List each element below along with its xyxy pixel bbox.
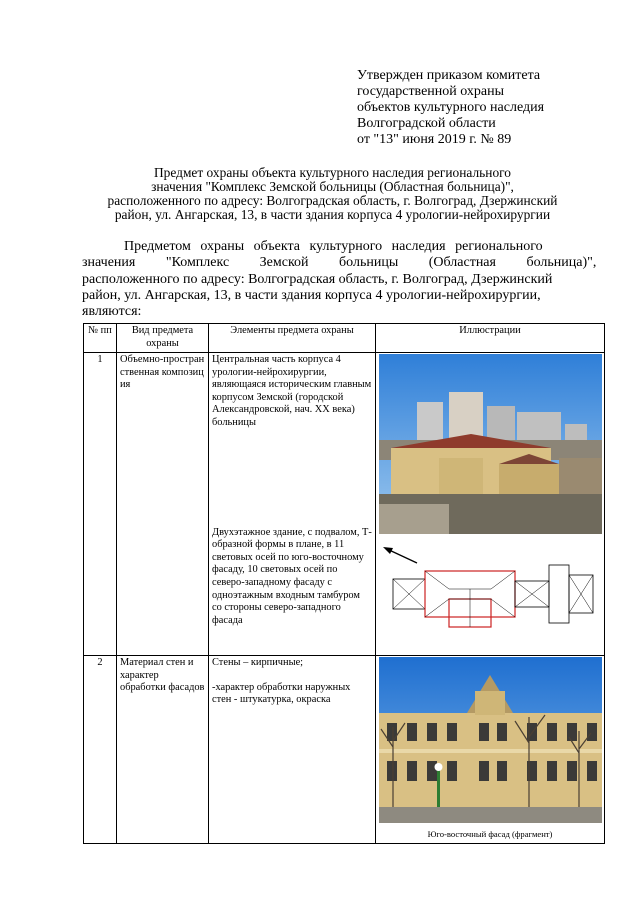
title-line: расположенного по адресу: Волгоградская область, г. Волгоград, Дзержинский: [107, 193, 558, 208]
row-elements: [209, 353, 376, 656]
title-line: Предмет охраны объекта культурного наследия регионального: [154, 165, 511, 180]
intro-paragraph: [82, 239, 604, 320]
element-text: Стены – кирпичные;: [212, 657, 304, 668]
approval-line: объектов культурного наследия: [357, 100, 545, 115]
row-type: Объемно-пространственная композиция: [117, 353, 209, 656]
protection-table: [83, 323, 605, 844]
header-illustrations: Иллюстрации: [376, 324, 605, 353]
aerial-photo: [379, 354, 602, 534]
table-header-row: [84, 324, 605, 353]
table-row: [84, 656, 605, 844]
element-text: -характер обработки наружных стен - штукатурка, окраска: [212, 681, 351, 706]
approval-line: государственной охраны: [357, 84, 505, 99]
element-text: Центральная часть корпуса 4 урологии-нейрохирургии, являющаяся историческим главным корпусом Земской (городской Александровской, нач. XX века) больницы: [212, 354, 372, 428]
header-num: № пп: [84, 324, 117, 353]
row-illustrations: [376, 656, 605, 844]
header-type: Вид предмета охраны: [117, 324, 209, 353]
approval-line: Волгоградской области: [357, 116, 496, 131]
document-title: [80, 166, 585, 222]
intro-line: район, ул. Ангарская, 13, в части здания корпуса 4 урологии-нейрохирургии,: [82, 287, 541, 303]
row-elements: [209, 656, 376, 844]
row-number: 2: [84, 656, 117, 844]
intro-line: значения "Комплекс Земской больницы (Областная больница)",: [82, 255, 597, 271]
approval-line: Утвержден приказом комитета: [357, 68, 541, 83]
floor-plan-image: [379, 539, 602, 654]
facade-photo: [379, 657, 602, 823]
approval-date-line: от "13" июня 2019 г. № 89: [357, 132, 512, 147]
element-text: Двухэтажное здание, с подвалом, Т-образной формы в плане, в 11 световых осей по юго-восточному фасаду, 10 световых осей по северо-западному фасаду с одноэтажным входным тамбуром со стороны северо-западного фасада: [212, 526, 372, 626]
table-row: [84, 353, 605, 656]
row-number: 1: [84, 353, 117, 656]
photo-caption: Юго-восточный фасад (фрагмент): [427, 829, 553, 839]
approval-block: [357, 68, 544, 148]
intro-line: расположенного по адресу: Волгоградская область, г. Волгоград, Дзержинский: [82, 271, 553, 287]
row-type: Материал стен и характер обработки фасадов: [117, 656, 209, 844]
intro-line: являются:: [82, 304, 142, 320]
title-line: район, ул. Ангарская, 13, в части здания корпуса 4 урологии-нейрохирургии: [114, 207, 551, 222]
title-line: значения "Комплекс Земской больницы (Областная больница)",: [151, 179, 514, 194]
header-elements: Элементы предмета охраны: [209, 324, 376, 353]
intro-line: Предметом охраны объекта культурного наследия регионального: [124, 239, 543, 254]
row-illustrations: [376, 353, 605, 656]
